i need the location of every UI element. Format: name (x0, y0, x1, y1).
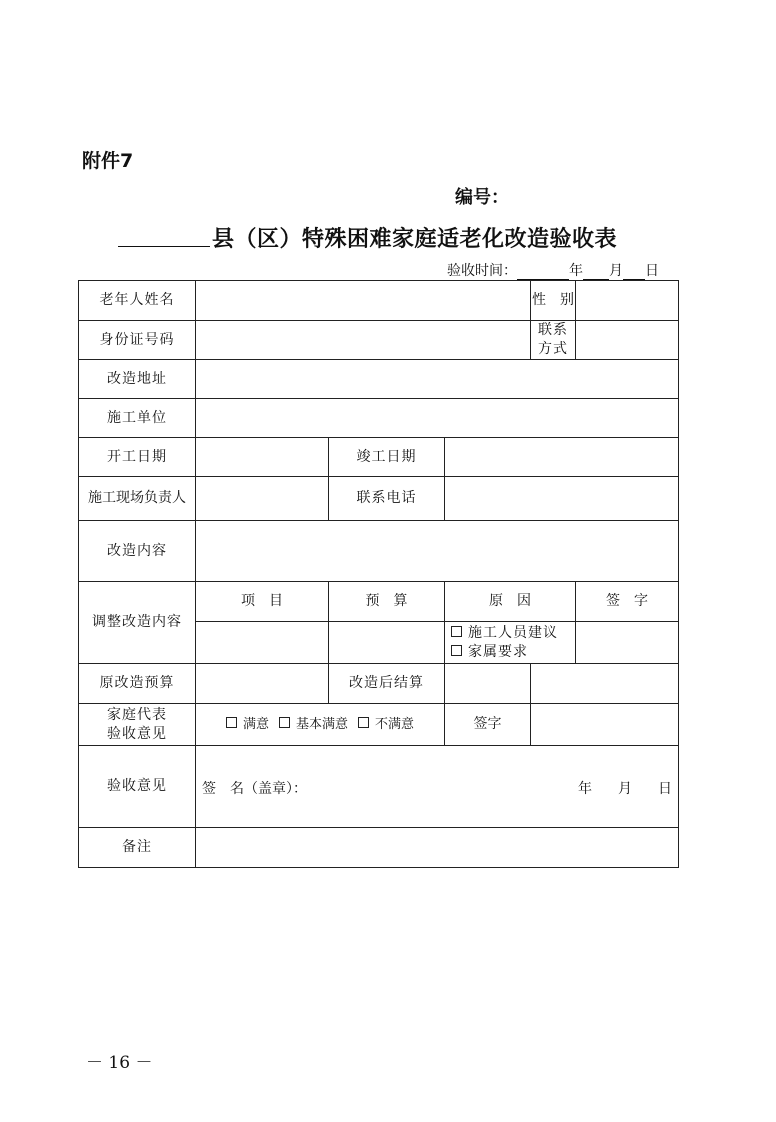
year-label: 年 (569, 263, 583, 279)
col-signature-header: 签 字 (576, 582, 679, 622)
sign-year-label: 年 (578, 781, 593, 798)
sign-seal-label: 签 名（盖章）： (202, 781, 307, 798)
col-reason-header: 原 因 (445, 582, 576, 622)
final-settlement-label: 改造后结算 (329, 664, 445, 704)
month-blank[interactable] (583, 265, 609, 280)
contact-method-label: 联系方式 (531, 321, 576, 360)
completion-date-label: 竣工日期 (329, 438, 445, 477)
option-satisfied-label: 满意 (242, 717, 269, 733)
checkbox-icon[interactable] (226, 717, 237, 728)
sign-day-label: 日 (658, 781, 673, 798)
family-signature-field[interactable] (531, 704, 679, 746)
remarks-field[interactable] (196, 828, 679, 868)
acceptance-opinion-field[interactable] (196, 746, 679, 828)
day-label: 日 (645, 263, 659, 279)
id-number-field[interactable] (196, 321, 531, 360)
acceptance-form-table (78, 280, 679, 868)
gender-label: 性 别 (531, 281, 576, 321)
attachment-label: 附件7 (82, 150, 134, 172)
elder-name-field[interactable] (196, 281, 531, 321)
sign-seal-row (196, 780, 678, 799)
reason-options (445, 622, 576, 664)
adjusted-budget-field[interactable] (329, 622, 445, 664)
family-signature-label: 签字 (445, 704, 531, 746)
day-blank[interactable] (623, 265, 645, 280)
family-rep-line1: 家庭代表 (107, 706, 167, 723)
completion-date-field[interactable] (445, 438, 679, 477)
contact-phone-field[interactable] (445, 477, 679, 521)
adjusted-content-label: 调整改造内容 (79, 582, 196, 664)
remarks-label: 备注 (79, 828, 196, 868)
renovation-content-field[interactable] (196, 521, 679, 582)
option-unsatisfied[interactable] (358, 717, 414, 732)
option-unsatisfied-label: 不满意 (375, 717, 415, 733)
reason-option-family[interactable] (451, 643, 575, 662)
sign-date (552, 780, 672, 799)
elder-name-label: 老年人姓名 (79, 281, 196, 321)
option-basic-label: 基本满意 (295, 717, 348, 733)
acceptance-time (447, 260, 659, 280)
option-satisfied[interactable] (226, 717, 269, 732)
original-budget-field[interactable] (196, 664, 329, 704)
reason-option-family-label: 家属要求 (468, 643, 528, 660)
construction-unit-label: 施工单位 (79, 399, 196, 438)
start-date-field[interactable] (196, 438, 329, 477)
final-settlement-field[interactable] (445, 664, 531, 704)
acceptance-opinion-label: 验收意见 (79, 746, 196, 828)
checkbox-icon[interactable] (279, 717, 290, 728)
renovation-content-label: 改造内容 (79, 521, 196, 582)
col-item-header: 项 目 (196, 582, 329, 622)
option-basic-satisfied[interactable] (279, 717, 348, 732)
family-rep-line2: 验收意见 (107, 725, 167, 742)
final-settlement-extra-field[interactable] (531, 664, 679, 704)
start-date-label: 开工日期 (79, 438, 196, 477)
year-blank[interactable] (517, 265, 569, 280)
month-label: 月 (609, 263, 623, 279)
col-budget-header: 预 算 (329, 582, 445, 622)
address-field[interactable] (196, 360, 679, 399)
page-title: 县（区）特殊困难家庭适老化改造验收表 (212, 226, 618, 252)
acceptance-time-label: 验收时间： (447, 263, 517, 279)
family-rep-opinion-label (79, 704, 196, 746)
id-number-label: 身份证号码 (79, 321, 196, 360)
reason-option-worker[interactable] (451, 624, 575, 643)
contact-phone-label: 联系电话 (329, 477, 445, 521)
satisfaction-options (196, 704, 445, 746)
address-label: 改造地址 (79, 360, 196, 399)
contact-method-field[interactable] (576, 321, 679, 360)
serial-number-label: 编号： (455, 187, 509, 208)
original-budget-label: 原改造预算 (79, 664, 196, 704)
construction-unit-field[interactable] (196, 399, 679, 438)
site-manager-field[interactable] (196, 477, 329, 521)
reason-option-worker-label: 施工人员建议 (468, 624, 558, 641)
gender-field[interactable] (576, 281, 679, 321)
sign-month-label: 月 (618, 781, 633, 798)
site-manager-label: 施工现场负责人 (79, 477, 196, 521)
county-name-blank[interactable] (118, 246, 210, 247)
checkbox-icon[interactable] (358, 717, 369, 728)
adjusted-signature-field[interactable] (576, 622, 679, 664)
adjusted-item-field[interactable] (196, 622, 329, 664)
checkbox-icon[interactable] (451, 645, 462, 656)
page-number: － 16 － (86, 1053, 153, 1073)
checkbox-icon[interactable] (451, 626, 462, 637)
